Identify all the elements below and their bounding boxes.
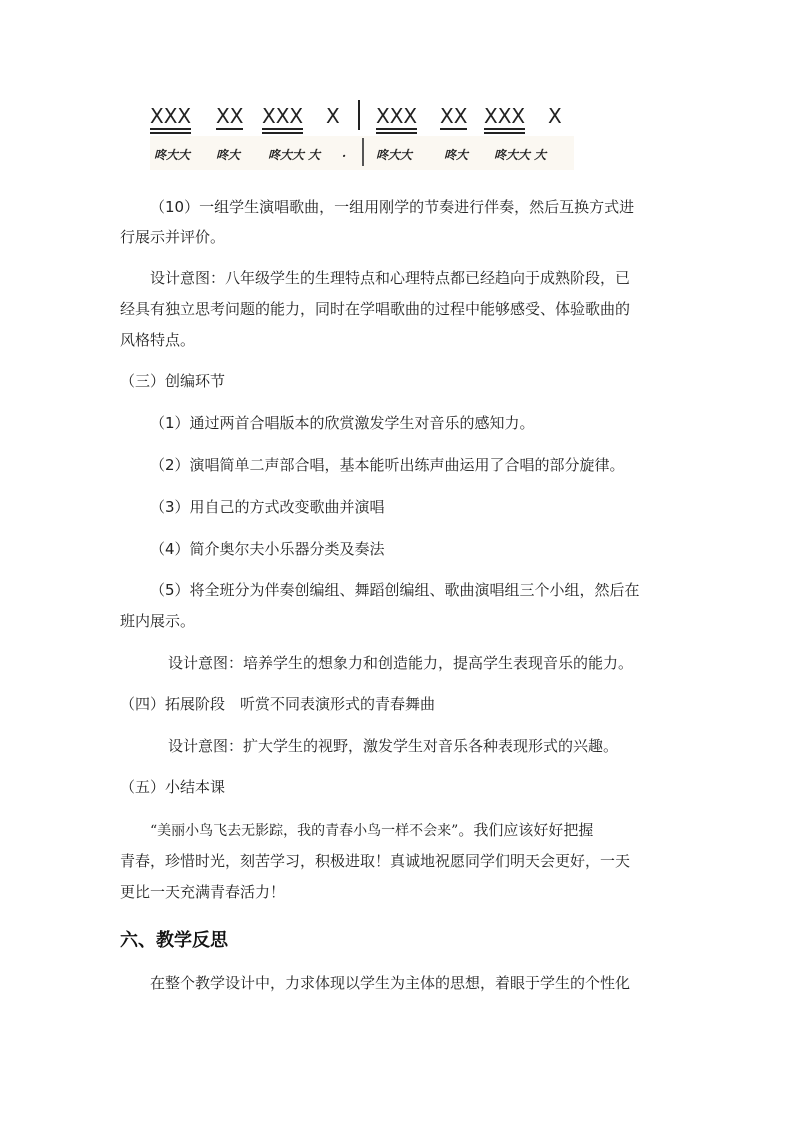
- list-item: （4）简介奥尔夫小乐器分类及奏法: [150, 540, 385, 558]
- design-intent-line: 经具有独立思考问题的能力，同时在学唱歌曲的过程中能够感受、体验歌曲的: [120, 300, 631, 318]
- rhythm-note-group: XXX: [150, 104, 191, 128]
- rhythm-note-group: XXX: [484, 104, 525, 128]
- design-intent-line: 设计意图：八年级学生的生理特点和心理特点都已经趋向于成熟阶段，已: [150, 269, 631, 287]
- rhythm-note-quarter: X: [548, 104, 562, 128]
- bar-line: [362, 138, 364, 166]
- rhythm-syllable: 咚大大: [376, 148, 413, 162]
- list-item: （3）用自己的方式改变歌曲并演唱: [150, 498, 385, 516]
- rhythm-note-quarter: X: [326, 104, 340, 128]
- rhythm-note-group: XXX: [262, 104, 303, 128]
- design-intent-line: 设计意图：培养学生的想象力和创造能力，提高学生表现音乐的能力。: [168, 654, 634, 672]
- rhythm-syllable-dot: .: [342, 146, 347, 160]
- bar-line: [358, 100, 360, 130]
- rhythm-note-group: XXX: [376, 104, 417, 128]
- paragraph-line: （10）一组学生演唱歌曲，一组用刚学的节奏进行伴奏，然后互换方式进: [150, 198, 635, 216]
- rhythm-notation: [150, 100, 574, 172]
- reflection-line: 在整个教学设计中，力求体现以学生为主体的思想，着眼于学生的个性化: [150, 974, 631, 992]
- section-title: （三）创编环节: [120, 372, 226, 390]
- list-item: （5）将全班分为伴奏创编组、舞蹈创编组、歌曲演唱组三个小组，然后在: [150, 581, 640, 599]
- rhythm-syllable: 咚大大 大: [494, 148, 547, 162]
- paragraph-line: 行展示并评价。: [120, 228, 226, 246]
- section-title: （五）小结本课: [120, 778, 226, 796]
- list-item: （2）演唱简单二声部合唱，基本能听出练声曲运用了合唱的部分旋律。: [150, 456, 625, 474]
- rhythm-syllable: 咚大大: [154, 148, 191, 162]
- summary-text: 。我们应该好好把握: [458, 821, 594, 839]
- rhythm-syllable: 咚大: [444, 148, 469, 162]
- design-intent-line: 设计意图：扩大学生的视野，激发学生对音乐各种表现形式的兴趣。: [168, 737, 619, 755]
- list-item: 班内展示。: [120, 612, 196, 630]
- rhythm-syllable: 咚大: [216, 148, 241, 162]
- summary-line: [150, 815, 593, 846]
- design-intent-line: 风格特点。: [120, 331, 196, 349]
- section-title: （四）拓展阶段 听赏不同表演形式的青春舞曲: [120, 695, 436, 713]
- rhythm-note-group: XX: [216, 104, 244, 128]
- summary-line: 更比一天充满青春活力！: [120, 883, 286, 901]
- summary-line: 青春，珍惜时光，刻苦学习，积极进取！真诚地祝愿同学们明天会更好，一天: [120, 852, 631, 870]
- summary-quote: “美丽小鸟飞去无影踪，我的青春小鸟一样不会来”: [150, 823, 459, 839]
- rhythm-note-group: XX: [440, 104, 468, 128]
- list-item: （1）通过两首合唱版本的欣赏激发学生对音乐的感知力。: [150, 414, 535, 432]
- rhythm-syllable: 咚大大 大: [268, 148, 321, 162]
- section-heading: 六、教学反思: [120, 930, 228, 951]
